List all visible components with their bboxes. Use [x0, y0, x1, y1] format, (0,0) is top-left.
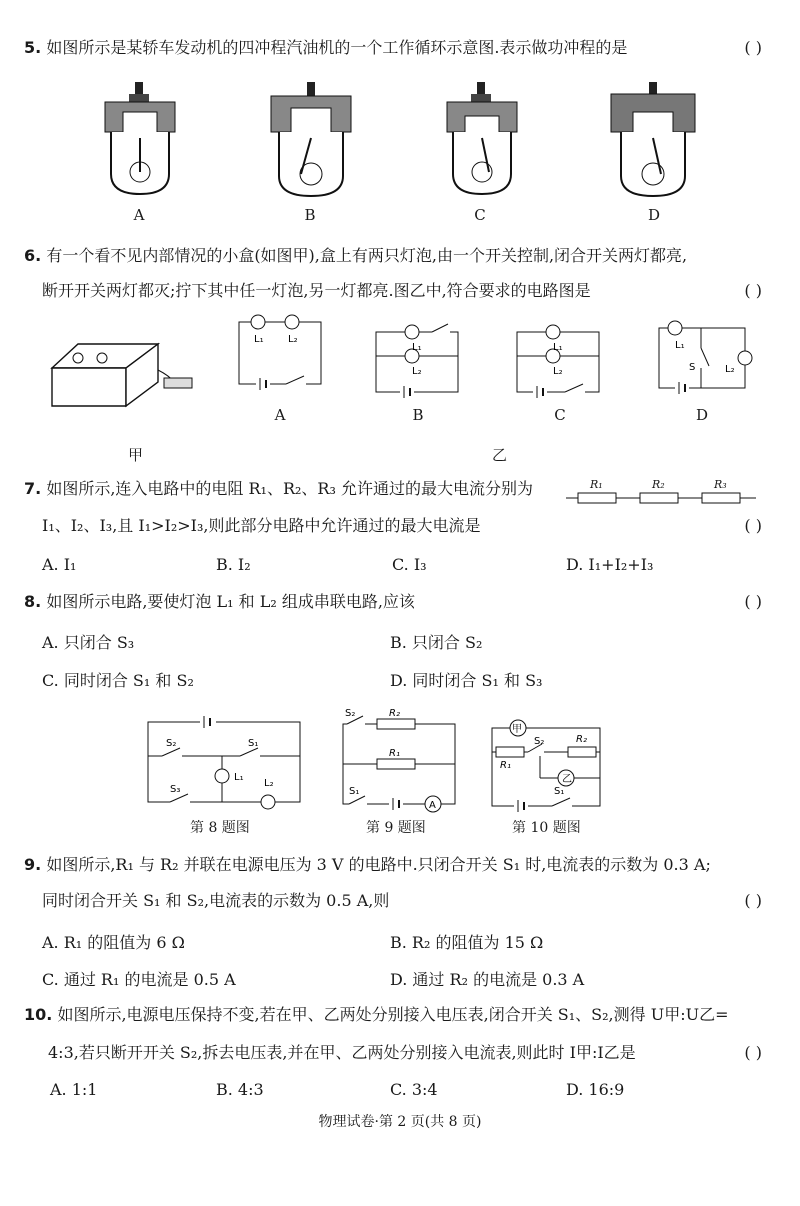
question-number: 6.: [24, 246, 42, 265]
svg-text:乙: 乙: [562, 774, 572, 785]
question-text-line2: I₁、I₂、I₃,且 I₁>I₂>I₃,则此部分电路中允许通过的最大电流是: [42, 516, 481, 535]
option-label-c: C: [554, 406, 566, 424]
svg-text:R₂: R₂: [389, 708, 400, 719]
circuit-6c: [513, 322, 603, 400]
resistor-label-r3: R₃: [714, 478, 727, 491]
figure-caption-10: 第 10 题图: [512, 820, 581, 836]
option-a: A. 1:1: [50, 1080, 98, 1099]
question-5: [24, 38, 776, 58]
question-9: [24, 855, 776, 875]
option-d: D. I₁+I₂+I₃: [566, 555, 654, 574]
svg-text:L₂: L₂: [553, 366, 563, 377]
svg-text:S₁: S₁: [554, 786, 565, 797]
engine-a: [105, 82, 175, 194]
question-text-line1: 有一个看不见内部情况的小盒(如图甲),盒上有两只灯泡,由一个开关控制,闭合开关两灯都亮,: [46, 246, 688, 265]
option-b: B. 只闭合 S₂: [390, 633, 483, 652]
svg-text:S₁: S₁: [248, 738, 259, 749]
figure-label-yi: 乙: [492, 446, 508, 464]
circuit-fig9: [337, 708, 461, 812]
resistor-label-r2: R₂: [652, 478, 665, 491]
question-10: [24, 1005, 776, 1025]
question-number: 5.: [24, 38, 42, 57]
svg-text:L₂: L₂: [725, 364, 735, 375]
svg-text:L₂: L₂: [264, 778, 274, 789]
svg-text:R₁: R₁: [389, 748, 400, 759]
option-a: A. 只闭合 S₃: [42, 633, 135, 652]
option-b: B. I₂: [216, 555, 251, 574]
question-text: 如图所示是某轿车发动机的四冲程汽油机的一个工作循环示意图.表示做功冲程的是: [46, 38, 628, 57]
question-text-line2: 断开开关两灯都灭;拧下其中任一灯泡,另一灯都亮.图乙中,符合要求的电路图是: [42, 281, 591, 300]
question-6-line2: [42, 281, 776, 301]
figure-label-jia: 甲: [128, 446, 144, 464]
answer-paren: ( ): [744, 1043, 762, 1062]
engine-b: [271, 82, 351, 196]
circuit-6d: [655, 318, 755, 396]
svg-text:L₁: L₁: [234, 772, 244, 783]
svg-text:L₂: L₂: [412, 366, 422, 377]
svg-text:R₂: R₂: [576, 734, 587, 745]
option-c: C. 通过 R₁ 的电流是 0.5 A: [42, 970, 236, 989]
answer-paren: ( ): [744, 592, 762, 611]
svg-text:S₂: S₂: [345, 708, 356, 719]
figure-caption-8: 第 8 题图: [190, 820, 250, 836]
question-number: 7.: [24, 479, 42, 498]
svg-text:S₃: S₃: [170, 784, 181, 795]
page-footer: 物理试卷·第 2 页(共 8 页): [318, 1114, 482, 1130]
option-label-a: A: [133, 206, 145, 224]
question-text-line2: 4:3,若只断开开关 S₂,拆去电压表,并在甲、乙两处分别接入电流表,则此时 I甲:I乙是: [48, 1043, 636, 1062]
option-a: A. I₁: [42, 555, 77, 574]
option-a: A. R₁ 的阻值为 6 Ω: [42, 933, 185, 952]
question-8: [24, 592, 776, 612]
question-text: 如图所示电路,要使灯泡 L₁ 和 L₂ 组成串联电路,应该: [46, 592, 415, 611]
svg-text:L₁: L₁: [553, 342, 563, 353]
question-number: 9.: [24, 855, 42, 874]
option-c: C. I₃: [392, 555, 427, 574]
engine-c: [447, 82, 517, 194]
option-label-b: B: [412, 406, 424, 424]
box-figure: [48, 340, 198, 415]
circuit-6a: [236, 314, 326, 390]
option-d: D. 同时闭合 S₁ 和 S₃: [390, 671, 543, 690]
option-label-b: B: [304, 206, 316, 224]
option-label-d: D: [647, 206, 661, 224]
question-7-line2: [42, 516, 776, 536]
option-d: D. 通过 R₂ 的电流是 0.3 A: [390, 970, 585, 989]
resistor-label-r1: R₁: [590, 478, 603, 491]
question-text-line2: 同时闭合开关 S₁ 和 S₂,电流表的示数为 0.5 A,则: [42, 891, 390, 910]
option-c: C. 3:4: [390, 1080, 438, 1099]
answer-paren: ( ): [744, 281, 762, 300]
circuit-6b: [372, 322, 462, 400]
engine-diagrams: [95, 82, 695, 202]
svg-text:S: S: [689, 362, 696, 373]
answer-paren: ( ): [744, 38, 762, 57]
svg-text:S₂: S₂: [166, 738, 177, 749]
question-text-line1: 如图所示,连入电路中的电阻 R₁、R₂、R₃ 允许通过的最大电流分别为: [46, 479, 533, 498]
answer-paren: ( ): [744, 891, 762, 910]
svg-text:L₁: L₁: [254, 334, 264, 345]
option-label-c: C: [474, 206, 486, 224]
circuit-fig8: [144, 714, 304, 810]
circuit-fig10: [486, 714, 606, 812]
question-text-line1: 如图所示,电源电压保持不变,若在甲、乙两处分别接入电压表,闭合开关 S₁、S₂,测得 U甲:U乙=: [57, 1005, 729, 1024]
svg-text:L₂: L₂: [288, 334, 298, 345]
svg-text:A: A: [429, 800, 436, 811]
svg-text:L₁: L₁: [675, 340, 685, 351]
question-number: 8.: [24, 592, 42, 611]
question-number: 10.: [24, 1005, 53, 1024]
figure-caption-9: 第 9 题图: [366, 820, 426, 836]
svg-text:S₁: S₁: [349, 786, 360, 797]
option-b: B. R₂ 的阻值为 15 Ω: [390, 933, 544, 952]
option-c: C. 同时闭合 S₁ 和 S₂: [42, 671, 194, 690]
engine-d: [611, 82, 695, 196]
option-label-d: D: [695, 406, 709, 424]
question-10-line2: [48, 1043, 776, 1063]
question-9-line2: [42, 891, 776, 911]
answer-paren: ( ): [744, 516, 762, 535]
svg-text:L₁: L₁: [412, 342, 422, 353]
svg-text:甲: 甲: [512, 724, 522, 735]
option-b: B. 4:3: [216, 1080, 264, 1099]
option-d: D. 16:9: [566, 1080, 625, 1099]
question-6: [24, 246, 776, 266]
option-label-a: A: [274, 406, 286, 424]
svg-text:R₁: R₁: [500, 760, 511, 771]
question-text-line1: 如图所示,R₁ 与 R₂ 并联在电源电压为 3 V 的电路中.只闭合开关 S₁ 时,电流表的示数为 0.3 A;: [46, 855, 711, 874]
svg-text:S₂: S₂: [534, 736, 545, 747]
